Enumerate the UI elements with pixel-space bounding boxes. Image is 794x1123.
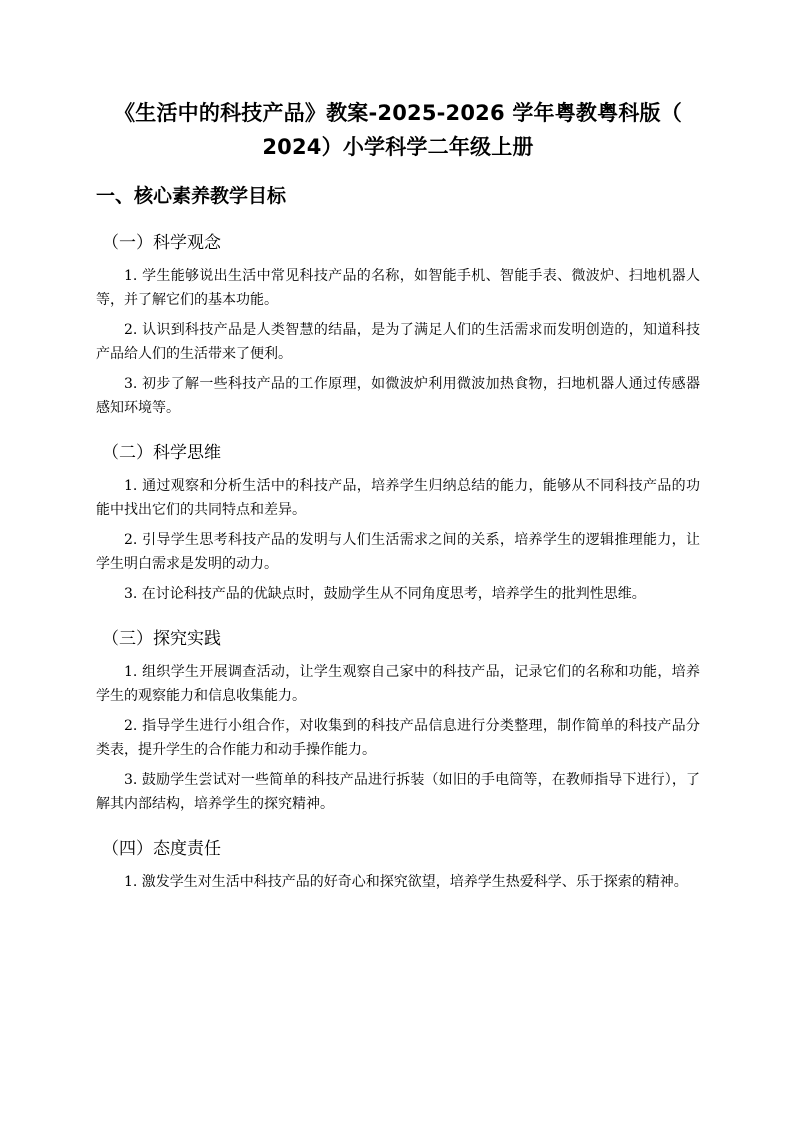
subsection-inquiry-practice [96, 626, 700, 816]
subsection-heading: （三）探究实践 [102, 629, 221, 649]
subsection-science-concepts [96, 230, 700, 420]
subsection-science-thinking [96, 440, 700, 606]
paragraph: 1. 激发学生对生活中科技产品的好奇心和探究欲望，培养学生热爱科学、乐于探索的精神。 [124, 874, 688, 890]
paragraph: 1. 学生能够说出生活中常见科技产品的名称，如智能手机、智能手表、微波炉、扫地机器人等，并了解它们的基本功能。 [96, 268, 700, 308]
paragraph: 2. 引导学生思考科技产品的发明与人们生活需求之间的关系，培养学生的逻辑推理能力，让学生明白需求是发明的动力。 [96, 532, 700, 572]
paragraph: 3. 在讨论科技产品的优缺点时，鼓励学生从不同角度思考，培养学生的批判性思维。 [124, 586, 646, 602]
subsection-heading: （一）科学观念 [102, 233, 221, 253]
paragraph: 3. 初步了解一些科技产品的工作原理，如微波炉利用微波加热食物，扫地机器人通过传感器感知环境等。 [96, 376, 700, 416]
document-title-line-2: 2024）小学科学二年级上册 [262, 135, 534, 159]
section-heading-core-goals: 一、核心素养教学目标 [96, 185, 287, 207]
subsection-heading: （四）态度责任 [102, 839, 221, 859]
paragraph: 2. 指导学生进行小组合作，对收集到的科技产品信息进行分类整理，制作简单的科技产品分类表，提升学生的合作能力和动手操作能力。 [96, 718, 700, 758]
paragraph: 2. 认识到科技产品是人类智慧的结晶，是为了满足人们的生活需求而发明创造的，知道科技产品给人们的生活带来了便利。 [96, 322, 700, 362]
document-page [96, 96, 700, 900]
subsection-heading: （二）科学思维 [102, 443, 221, 463]
paragraph: 1. 组织学生开展调查活动，让学生观察自己家中的科技产品，记录它们的名称和功能，培养学生的观察能力和信息收集能力。 [96, 664, 700, 704]
document-title-line-1: 《生活中的科技产品》教案-2025-2026 学年粤教粤科版（ [114, 101, 682, 125]
document-title [90, 96, 706, 164]
paragraph: 3. 鼓励学生尝试对一些简单的科技产品进行拆装（如旧的手电筒等，在教师指导下进行），了解其内部结构，培养学生的探究精神。 [96, 772, 700, 812]
subsection-attitude-responsibility [96, 836, 700, 894]
paragraph: 1. 通过观察和分析生活中的科技产品，培养学生归纳总结的能力，能够从不同科技产品的功能中找出它们的共同特点和差异。 [96, 478, 700, 518]
